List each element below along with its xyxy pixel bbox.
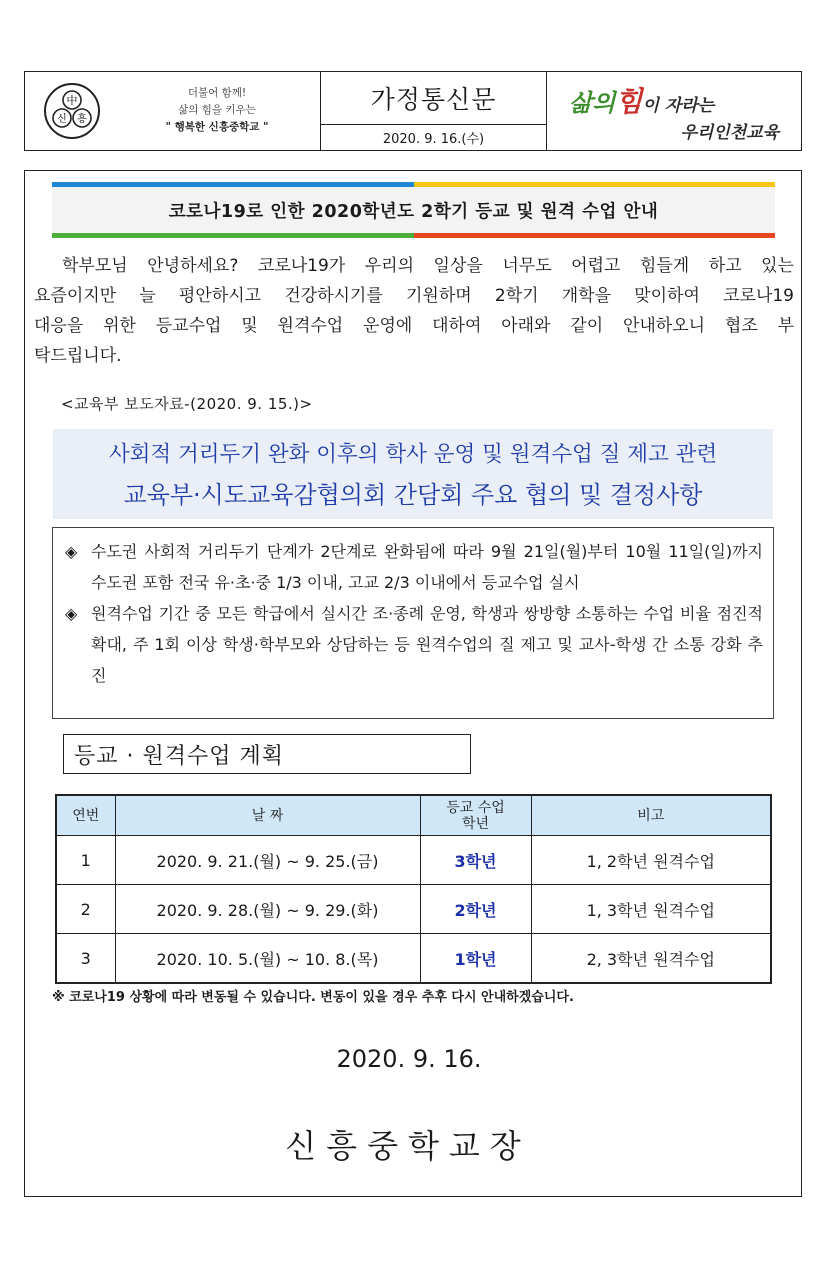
title-block [321,72,547,150]
highlight-line-2: 교육부·시도교육감협의회 간담회 주요 협의 및 결정사항 [123,481,703,509]
diamond-bullet-icon: ◈ [65,542,78,561]
intro-line-3: 대응을 위한 등교수업 및 원격수업 운영에 대하여 아래와 같이 안내하오니 협조 부 [34,316,794,336]
document-date: 2020. 9. 16.(수) [382,132,485,147]
school-logo-icon [43,82,101,140]
letter-header [24,71,802,151]
banner-bottom-bar [52,233,775,238]
logo-char-1: 中 [66,94,78,107]
cell-date: 2020. 9. 28.(월) ~ 9. 29.(화) [115,885,420,934]
cell-no: 1 [56,836,115,885]
schedule-table [55,794,772,984]
document-title: 가정통신문 [321,72,546,125]
principal-signature: 신흥중학교장 [285,1127,531,1165]
cell-remark: 1, 2학년 원격수업 [531,836,771,885]
cell-grade: 3학년 [420,836,531,885]
motto-line-1: 더불어 함께! [187,87,247,99]
bullet-text-1: 수도권 사회적 거리두기 단계가 2단계로 완화됨에 따라 9월 21일(월)부터 10월 11일(일)까지 수도권 포함 전국 유·초·중 1/3 이내, 고교 2/3 이내에서 등교수업 실시 [91,542,763,592]
diamond-bullet-icon: ◈ [65,604,78,623]
header-remark: 비고 [531,795,771,836]
slogan-line-1 [569,80,714,120]
logo-char-3: 흥 [77,114,87,125]
motto-line-3: " 행복한 신흥중학교 " [165,121,269,133]
bullet-text-2: 원격수업 기간 중 모든 학급에서 실시간 조·종례 운영, 학생과 쌍방향 소통하는 수업 비율 점진적 확대, 주 1회 이상 학생·학부모와 상담하는 등 원격수업의 질 제고 및 교사-학생 간 소통 강화 추진 [91,604,763,685]
cell-no: 3 [56,934,115,984]
cell-date: 2020. 9. 21.(월) ~ 9. 25.(금) [115,836,420,885]
motto-line-2: 삶의 힘을 키우는 [178,104,256,116]
school-info [25,72,321,150]
intro-paragraph [34,251,794,371]
bar-red [414,233,776,238]
cell-date: 2020. 10. 5.(월) ~ 10. 8.(목) [115,934,420,984]
letter-body [24,170,802,1197]
intro-line-4: 탁드립니다. [34,346,122,366]
plan-section-title: 등교 · 원격수업 계획 [63,734,471,774]
list-item [65,598,763,691]
table-row [56,885,771,934]
cell-grade: 2학년 [420,885,531,934]
change-notice: ※ 코로나19 상황에 따라 변동될 수 있습니다. 변동이 있을 경우 추후 다시 안내하겠습니다. [52,990,574,1005]
cell-grade: 1학년 [420,934,531,984]
header-no: 연번 [56,795,115,836]
header-grade-line-1: 등교 수업 [446,799,505,816]
slogan-part-3: 이 자라는 [642,96,715,116]
table-row [56,934,771,984]
header-date: 날 짜 [115,795,420,836]
header-grade-line-2: 학년 [461,815,490,832]
intro-line-1: 학부모님 안녕하세요? 코로나19가 우리의 일상을 너무도 어렵고 힘들게 하고 있는 [62,256,794,276]
slogan-part-2: 힘 [615,85,643,118]
intro-line-2: 요즘이지만 늘 평안하시고 건강하시기를 기원하며 2학기 개학을 맞이하여 코로나19 [34,286,794,306]
slogan-line-2: 우리인천교육 [680,123,779,143]
press-source: <교육부 보도자료-(2020. 9. 15.)> [61,395,313,413]
table-row [56,836,771,885]
highlight-box [53,429,773,519]
list-item [65,536,763,598]
notice-banner [52,182,775,238]
logo-char-2: 신 [57,114,67,125]
cell-remark: 2, 3학년 원격수업 [531,934,771,984]
school-motto [123,85,311,136]
header-grade [420,795,531,836]
slogan-part-1: 삶의 [569,88,616,117]
banner-title: 코로나19로 인한 2020학년도 2학기 등교 및 원격 수업 안내 [168,201,659,222]
bar-green [52,233,414,238]
cell-remark: 1, 3학년 원격수업 [531,885,771,934]
highlight-line-1: 사회적 거리두기 완화 이후의 학사 운영 및 원격수업 질 제고 관련 [108,442,718,467]
table-header-row [56,795,771,836]
decision-list [52,527,774,719]
slogan-block [547,72,801,150]
cell-no: 2 [56,885,115,934]
signature-date: 2020. 9. 16. [336,1045,482,1073]
